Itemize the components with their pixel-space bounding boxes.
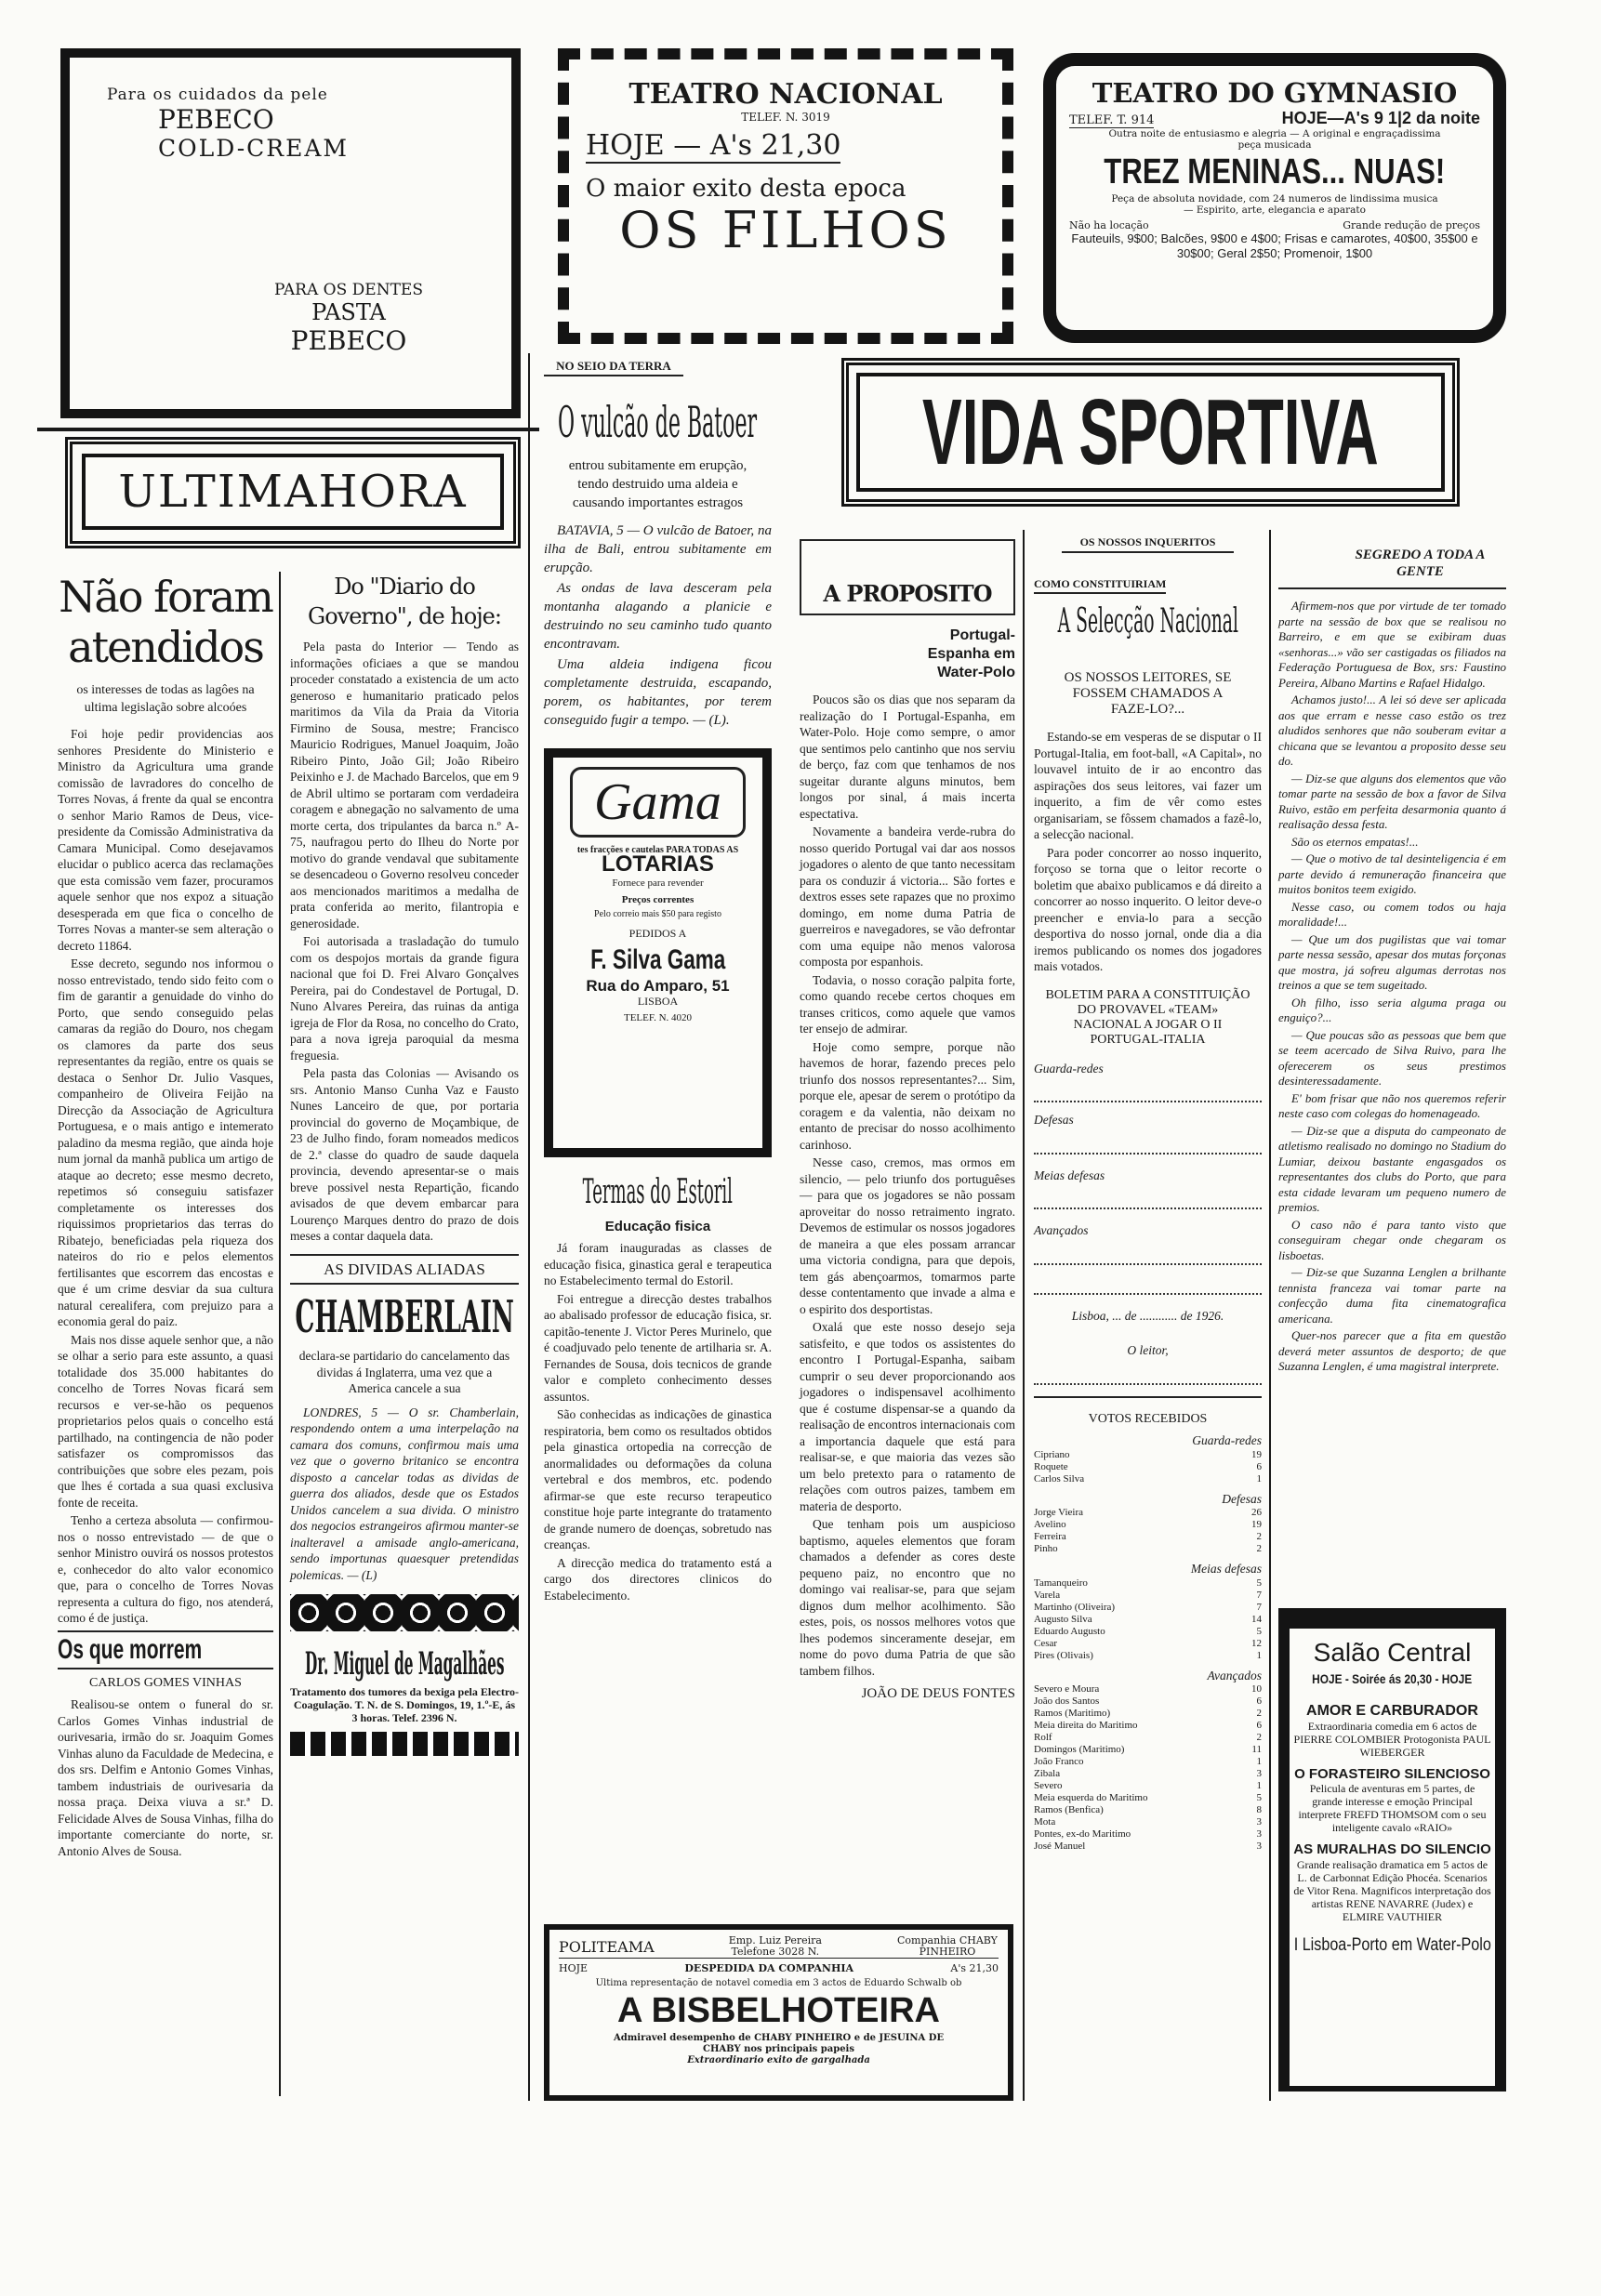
vote-row	[1034, 1519, 1262, 1531]
film-3-title: AS MURALHAS DO SILENCIO	[1293, 1841, 1491, 1857]
paragraph: São conhecidas as indicações de ginastica respiratoria, bem como os resultados obtidos pela ginastica ortopedia na correcção de anormalidades ou deformações da coluna vertebral e dos membros, etc. podendo afirmar-se que este recurso terapeutico constitue hoje parte integrante do tratamento de grande numero de doenças, sobretudo nas creanças.	[544, 1407, 772, 1551]
paragraph: Novamente a bandeira verde-rubra do nosso querido Portugal vai dar aos nossos jogadores o alento de que tanto necessitam para os conduzir á victoria... São fortes e dextros esses sete rapazes que no proximo domingo, em nome duma Patria de guerreiros e navegadores, se vão defrontar com uma equipe não menos valorosa composta por espanhois.	[800, 825, 1015, 969]
water-polo-headline: Portugal-Espanha em Water-Polo	[927, 627, 1015, 680]
vote-row	[1034, 1590, 1262, 1602]
nacional-play: OS FILHOS	[619, 201, 952, 259]
termas-sub: Educação fisica	[604, 1218, 711, 1234]
alcool-deck: os interesses de todas as lagôes na ultima legislação sobre alcoóes	[76, 683, 255, 715]
paragraph: Pela pasta das Colonias — Avisando os srs. Antonio Manso Cunha Vaz e Fausto Nunes Lanceiro de que, por portaria provincial do governo de Moçambique, de 23 de Julho findo, foram nomeados medicos de 2.ª classe do quadro de saude daquela provincia, devendo apresentar-se o mais breve possivel nesta Repartição, ficando avisados de que devem embarcar para Lourenço Marques dentro do prazo de dois meses a contar daquela data.	[290, 1066, 519, 1243]
paragraph: A direcção medica do tratamento está a cargo dos directores clinicos do Estabelecimento.	[544, 1555, 772, 1603]
player-name: Augusto Silva	[1034, 1613, 1092, 1625]
vote-count: 3	[1256, 1841, 1262, 1852]
politeama-farewell: DESPEDIDA DA COMPANHIA	[684, 1962, 854, 1974]
field-guarda-redes[interactable]	[1034, 1082, 1262, 1102]
inqueritos-sub: COMO CONSTITUIRIAM	[1034, 576, 1166, 595]
nacional-title: TEATRO NACIONAL	[628, 78, 943, 111]
vote-row	[1034, 1650, 1262, 1662]
termas-headline: Termas do Estoril	[582, 1172, 734, 1211]
vote-count: 2	[1256, 1531, 1262, 1542]
salao-central-ad	[1278, 1608, 1506, 2091]
pebeco-dentes: PARA OS DENTES	[274, 281, 423, 299]
player-name: Zibala	[1034, 1768, 1061, 1779]
gymnasio-hoje: HOJE—A's 9 1|2 da noite	[1281, 109, 1480, 127]
gama-logo: Gama	[570, 767, 746, 838]
selecao-headline: A Selecção Nacional	[1057, 602, 1238, 640]
politeama-cast: Admiravel desempenho de CHABY PINHEIRO e de JESUINA DE CHABY nos principais papeis	[613, 2033, 945, 2054]
film-1-desc: Extraordinaria comedia em 6 actos de PIERRE COLOMBIER Protogonista PAUL WIEBERGER	[1293, 1719, 1491, 1759]
vote-row	[1034, 1732, 1262, 1744]
vote-row	[1034, 1461, 1262, 1473]
field-defesas[interactable]	[1034, 1134, 1262, 1155]
player-name: Domingos (Maritimo)	[1034, 1744, 1125, 1755]
vote-count: 7	[1256, 1589, 1262, 1601]
vote-row	[1034, 1531, 1262, 1543]
politeama-company: Companhia CHABY PINHEIRO	[897, 1934, 998, 1958]
vote-row	[1034, 1638, 1262, 1650]
column-rule	[1023, 530, 1025, 2101]
player-name: Tamanqueiro	[1034, 1577, 1088, 1589]
paragraph: — Diz-se que a disputa do campeonato de atletismo realisado no domingo no Stadium do Lumiar, deixou bastante engasgados os representantes dos clubs do Porto, que para esta cidade levaram um pequeno numero de premios.	[1278, 1123, 1506, 1214]
gama-tel: TELEF. N. 4020	[623, 1011, 693, 1023]
paragraph: O caso não é para tanto visto que conseguiram chegar onde chegaram os lisboetas.	[1278, 1217, 1506, 1262]
paragraph: E' bom frisar que não nos queremos referir neste caso com colegas do homenageado.	[1278, 1090, 1506, 1120]
paragraph: Já foram inauguradas as classes de educação fisica, ginastica geral e terapeutica no Estabelecimento termal do Estoril.	[544, 1241, 772, 1287]
column-diario-governo	[290, 572, 519, 1756]
vote-row	[1034, 1577, 1262, 1590]
field-avancados-2[interactable]	[1034, 1274, 1262, 1295]
top-divider	[37, 428, 539, 431]
vote-row	[1034, 1449, 1262, 1461]
paragraph: Foi hoje pedir providencias aos senhores Presidente do Ministerio e Ministro da Agricultura uma grande comissão de lavradores do concelho de Torres Novas, á frente da qual se encontra o senhor Mario Ramos de Deus, vice-presidente da Comissão Administrativa da Camara Municipal. Como desejavamos elucidar o publico acerca das reclamações que esta comissão vem fazer, procuramos aquele senhor que nos expoz a situação desesperada em que fica o concelho de Torres Novas a manter-se sem alteração o decreto 11864.	[58, 727, 273, 953]
player-name: Meia esquerda do Maritimo	[1034, 1792, 1148, 1803]
paragraph: Tenho a certeza absoluta — confirmou-nos o nosso entrevistado — de que o senhor Ministro ouvirá os nossos protestos e, conhecedor do alto valor economico que, para o concelho de Torres Novas representa a cultura do figo, nos atenderá, como é de justiça.	[58, 1513, 273, 1625]
player-name: Pires (Olivais)	[1034, 1649, 1093, 1661]
player-name: Avelino	[1034, 1519, 1066, 1530]
doctor-text: Tratamento dos tumores da bexiga pela Electro-Coagulação. T. N. de S. Domingos, 19, 1.º-E, ás 3 horas. Telef. 2396 N.	[290, 1685, 519, 1724]
paragraph: Uma aldeia indigena ficou completamente destruida, escapando, porem, os habitantes, por terem conseguido fugir a tempo. — (L).	[544, 656, 772, 728]
gymnasio-no-locacao: Não ha locação	[1069, 219, 1149, 231]
vote-row	[1034, 1614, 1262, 1626]
bulletin-date: Lisboa, ... de ............ de 1926.	[1071, 1308, 1224, 1323]
gama-lottery-ad	[544, 748, 772, 1157]
salao-title: Salão Central	[1313, 1638, 1472, 1667]
gama-correio: Pelo correio mais $50 para registo	[594, 909, 721, 919]
vote-count: 19	[1251, 1519, 1262, 1530]
vote-count: 5	[1256, 1577, 1262, 1589]
nacional-sub: O maior exito desta epoca	[586, 175, 906, 203]
vote-row	[1034, 1626, 1262, 1638]
paragraph: São os eternos empatas!...	[1291, 834, 1419, 849]
alcool-headline: Não foram atendidos	[59, 572, 272, 672]
obituary-text: Realisou-se ontem o funeral do sr. Carlos Gomes Vinhas industrial de ourivesaria, irmão do sr. Joaquim Gomes Vinhas aluno da Faculdade de Medecina, e dos srs. Delfim e Antonio Gomes Vinhas, tambem industriais de ourivesaria da nossa praça. Deixa viuva a sr.ª D. Felicidade Alves de Sousa Vinhas, filha do importante comerciante do norte, sr. Antonio Alves de Sousa.	[58, 1697, 273, 1858]
vote-count: 5	[1256, 1792, 1262, 1803]
gama-revender: Fornece para revender	[612, 877, 704, 889]
gymnasio-title: TEATRO DO GYMNASIO	[1092, 77, 1458, 109]
gama-name: F. Silva Gama	[589, 943, 726, 975]
paragraph: Poucos são os dias que nos separam da realização do I Portugal-Espanha, em Water-Polo. Hoje como sempre, o amor que sentimos pelo cantinho que nos serviu de berço, faz com que tenhamos de nos sugeitar durante alguns minutos, bem longos por sinal, á mais incerta espectativa.	[800, 693, 1015, 821]
politeama-name: POLITEAMA	[559, 1937, 655, 1956]
player-name: Severo e Moura	[1034, 1683, 1100, 1695]
votes-position: Meias defesas	[1190, 1562, 1262, 1576]
column-a-proposito	[800, 539, 1015, 1703]
vulcao-headline: O vulcão de Batoer	[558, 396, 758, 447]
vote-row	[1034, 1768, 1262, 1780]
player-name: Cesar	[1034, 1637, 1058, 1649]
vote-count: 19	[1251, 1448, 1262, 1460]
vote-row	[1034, 1804, 1262, 1816]
vote-row	[1034, 1543, 1262, 1555]
paragraph: — Que poucas são as pessoas que bem que se teem acercado de Silva Ruivo, para lhe oferecerem os seus prestimos desinteressadamente.	[1278, 1027, 1506, 1088]
film-2-title: O FORASTEIRO SILENCIOSO	[1294, 1765, 1490, 1782]
film-4-title: I Lisboa-Porto em Water-Polo	[1293, 1934, 1491, 1955]
salao-hoje: HOJE - Soirée ás 20,30 - HOJE	[1312, 1671, 1473, 1687]
bulletin-title: BOLETIM PARA A CONSTITUIÇÃO DO PROVAVEL «TEAM» NACIONAL A JOGAR O II PORTUGAL-ITALIA	[1045, 987, 1250, 1047]
vote-row	[1034, 1602, 1262, 1614]
field-meias-defesas[interactable]	[1034, 1189, 1262, 1209]
vote-count: 3	[1256, 1816, 1262, 1828]
vote-row	[1034, 1473, 1262, 1485]
dividas-kicker: AS DIVIDAS ALIADAS	[290, 1254, 519, 1286]
vote-row	[1034, 1756, 1262, 1768]
politeama-emp: Emp. Luiz Pereira	[728, 1934, 822, 1946]
vulcao-kicker: NO SEIO DA TERRA	[544, 358, 683, 376]
paragraph: Foi entregue a direcção destes trabalhos ao abalisado professor de educação fisica, sr. capitão-tenente J. Victor Peres Murinelo, que é coadjuvado pelo tenente de artilharia sr. A. Fernandes de Sousa, dois tecnicos de grande valor e completo conhecimento desses assuntos.	[544, 1291, 772, 1404]
player-name: João dos Santos	[1034, 1696, 1100, 1707]
diario-headline: Do "Diario do Governo", de hoje:	[308, 574, 501, 629]
chamberlain-deck: declara-se partidario do cancelamento das dividas á Inglaterra, uma vez que a America cancele a sua	[298, 1349, 510, 1395]
pebeco-tagline: Para os cuidados da pele	[107, 86, 328, 104]
vulcao-deck: entrou subitamente em erupção, tendo destruido uma aldeia e causando importantes estragos	[568, 457, 748, 510]
player-name: José Manuel	[1034, 1841, 1086, 1852]
vote-row	[1034, 1507, 1262, 1519]
column-inqueritos	[1034, 534, 1262, 1853]
vote-count: 2	[1256, 1732, 1262, 1743]
vote-count: 11	[1251, 1744, 1262, 1755]
vote-row	[1034, 1828, 1262, 1841]
paragraph: Afirmem-nos que por virtude de ter tomado parte na sessão de box que se realisou no Barreiro, e em que se exibiram duas «senhoras...» vão ser castigadas os filiados na Federação Portuguesa de Box, srs: Faustino Pereira, Albano Martins e Rafael Hidalgo.	[1278, 599, 1506, 690]
vote-count: 6	[1256, 1696, 1262, 1707]
paragraph: Foi autorisada a trasladação do tumulo com os despojos mortais da grande figura nacional que foi D. Frei Alvaro Gonçalves Pereira, pai do Condestavel de Portugal, D. Nuno Alvares Pereira, das ruinas da antiga igreja de Flor da Rosa, no concelho do Crato, para a nova igreja paroquial da mesma freguesia.	[290, 934, 519, 1062]
ornament-divider	[290, 1594, 519, 1631]
politeama-line: Ultima representação de notavel comedia em 3 actos de Eduardo Schwalb ob	[595, 1978, 962, 1988]
chamberlain-text: LONDRES, 5 — O sr. Chamberlain, respondendo ontem a uma interpelação na camara dos comuns, confirmou mais uma vez que o governo britanico se encontra disposto a cancelar todas as dividas de guerra dos aliados, desde que os Estados Unidos cancelem a sua divida. O ministro dos negocios estrangeiros afirmou manter-se inalteravel a amisade anglo-americana, sendo importunas quaesquer pretendidas polemicas. — (L)	[290, 1405, 519, 1582]
field-label: Defesas	[1034, 1113, 1074, 1127]
vote-count: 1	[1256, 1780, 1262, 1791]
inqueritos-kicker: OS NOSSOS INQUERITOS	[1062, 534, 1234, 553]
gymnasio-intro: Outra noite de entusiasmo e alegria — A original e engraçadissima peça musicada	[1108, 128, 1441, 151]
vote-count: 14	[1251, 1613, 1262, 1625]
pebeco-ad	[60, 48, 521, 418]
paragraph: Oxalá que este nosso desejo seja satisfeito, e que todos os assistentes do encontro I Portugal-Espanha, saibam cumprir o seu dever proporcionando aos jogadores o indispensavel acolhimento que é costume dispensar-se a quando da realisação de encontros internacionais com a importancia daquele que está para realisar-se, e que maioria das vezes são um belo pretexto para o ratamento de relações com outros paizes, tambem em materia de desporto.	[800, 1320, 1015, 1513]
gymnasio-tel: TELEF. T. 914	[1069, 113, 1155, 127]
ultima-hora-banner	[65, 437, 521, 548]
paragraph: Pela pasta do Interior — Tendo as informações oficiaes a que se mandou proceder constatado a existencia de um acto generoso e humanitario praticado pelos maritimos da Vila da Praia da Vitoria Firmino de Sousa, mestre; Francisco Mauricio Rodrigues, Manuel Joaquim, João Ribeiro Pinto, João Gil; João Ribeiro Peixinho e J. de Machado Barcelos, que em 9 de Abril ultimo se portaram com verdadeira coragem e abnegação no salvamento de uma morte certa, dos tripulantes da barca n.º A-75, naufragou perto do Ilheu do Norte por motivo do grande vendaval que subitamente se desencadeou o Governo resolveu conceder aos mencionados maritimos a medalha de prata conferida ao merito, filantropia e generosidade.	[290, 640, 519, 930]
vote-count: 8	[1256, 1804, 1262, 1815]
obituary-title: Os que morrem	[58, 1633, 203, 1665]
column-rule	[528, 353, 530, 2101]
politeama-success: Extraordinario exito de gargalhada	[687, 2055, 870, 2065]
paragraph: Nesse caso, cremos, mas ormos em silencio, — pelo triunfo dos portuguêses — para que os jogadores se não possam aproveitar do nosso retraimento ingrato. Devemos de estimular os nossos jogadores de maneira a que eles possam arrancar uma victoria condigna, para que depois, tem gás abençoarmos, tomarmos parte desse contentamento que invade a alma e o espirito dos desportistas.	[800, 1155, 1015, 1316]
player-name: Ramos (Maritimo)	[1034, 1708, 1111, 1719]
paragraph: Estando-se em vesperas de se disputar o II Portugal-Italia, em foot-ball, «A Capital», no louvavel intuito de ir ao encontro das aspirações dos seus leitores, vai fazer um inquerito, a fim de vêr como estes organisariam, se fôssem chamados a fazê-lo, a selecção nacional.	[1034, 730, 1262, 841]
teatro-nacional-ad	[558, 48, 1013, 344]
gama-address: Rua do Amparo, 51	[586, 976, 730, 995]
vote-count: 7	[1256, 1601, 1262, 1613]
doctor-name: Dr. Miguel de Magalhães	[304, 1645, 505, 1682]
gymnasio-reducao: Grande redução de preços	[1343, 219, 1480, 231]
nacional-hoje: HOJE — A's 21,30	[586, 129, 841, 162]
gymnasio-desc: Peça de absoluta novidade, com 24 numeros de lindissima musica — Espirito, arte, elegancia e aparato	[1111, 193, 1438, 216]
column-segredo	[1278, 539, 1506, 1955]
player-name: Pinho	[1034, 1543, 1058, 1554]
paragraph: — Que um dos pugilistas que vai tomar parte nessa sessão, apesar dos mutas forçonas que mostra, já sofreu algumas derrotas nos treinos a que se tem sugeitado.	[1278, 931, 1506, 992]
player-name: Ramos (Benfica)	[1034, 1804, 1104, 1815]
paragraph: Quer-nos parecer que a fita em questão deverá meter assuntos de desporto; de que Suzanna Lenglen, é uma magistral interprete.	[1278, 1328, 1506, 1373]
gama-fractions: tes fracções e cautelas PARA TODAS AS	[576, 844, 739, 855]
vote-row	[1034, 1780, 1262, 1792]
player-name: Severo	[1034, 1780, 1063, 1791]
field-label: Guarda-redes	[1034, 1061, 1104, 1075]
column-vulcao	[544, 358, 772, 1605]
player-name: Rolf	[1034, 1732, 1052, 1743]
field-reader-name[interactable]	[1034, 1365, 1262, 1385]
vote-row	[1034, 1841, 1262, 1853]
vote-count: 1	[1256, 1472, 1262, 1484]
film-3-desc: Grande realisação dramatica em 5 actos de L. de Carbonnat Edição Phocéa. Scenarios de Vitor Rena. Magnificos interpretação dos artistas RENE NAVARRE (Judex) e ELMIRE VAUTHIER	[1293, 1857, 1491, 1923]
player-name: Meia direita do Maritimo	[1034, 1720, 1138, 1731]
teatro-gymnasio-ad	[1043, 53, 1506, 343]
vote-row	[1034, 1792, 1262, 1804]
vote-count: 6	[1256, 1720, 1262, 1731]
paragraph: Para poder concorrer ao nosso inquerito, forçoso se torna que o leitor recorte o boletim que abaixo publicamos e dá direito a concorrer ao nosso inquerito. O leitor deve-o preencher e envia-lo para a secção desportiva do nosso jornal, onde dia a dia iremos publicando os nomes dos jogadores mais votados.	[1034, 845, 1262, 973]
votes-table	[1034, 1432, 1262, 1853]
player-name: Pontes, ex-do Maritimo	[1034, 1828, 1131, 1840]
vote-row	[1034, 1720, 1262, 1732]
author: JOÃO DE DEUS FONTES	[861, 1686, 1015, 1701]
paragraph: Oh filho, isso seria alguma praga ou enguiço?...	[1278, 995, 1506, 1024]
paragraph: Nesse caso, ou comem todos ou haja moralidade!...	[1278, 899, 1506, 929]
gama-lotarias: LOTARIAS	[602, 851, 714, 877]
gymnasio-prices: Fauteuils, 9$00; Balcões, 9$00 e 4$00; Frisas e camarotes, 40$00, 35$00 e 30$00; Geral 2$50; Promenoir, 1$00	[1071, 231, 1478, 260]
pebeco-brand-2: PEBECO	[290, 325, 407, 356]
pebeco-product: COLD-CREAM	[158, 135, 350, 162]
obituary-name: CARLOS GOMES VINHAS	[89, 1675, 242, 1690]
paragraph: — Diz-se que alguns dos elementos que vão tomar parte na sessão de box a favor de Silva Ruivo, estão em perfeita desarmonia quanto á realisação dessa festa.	[1278, 771, 1506, 831]
player-name: Roquete	[1034, 1460, 1068, 1472]
column-alcool	[58, 572, 273, 1861]
inqueritos-question: OS NOSSOS LEITORES, SE FOSSEM CHAMADOS A FAZE-LO?...	[1064, 670, 1232, 717]
player-name: Cipriano	[1034, 1448, 1070, 1460]
pebeco-pasta: PASTA	[311, 299, 386, 325]
vote-row	[1034, 1708, 1262, 1720]
vote-row	[1034, 1816, 1262, 1828]
votes-position: Defesas	[1222, 1491, 1262, 1506]
vote-row	[1034, 1683, 1262, 1696]
player-name: Ferreira	[1034, 1531, 1066, 1542]
vote-count: 6	[1256, 1460, 1262, 1472]
paragraph: Esse decreto, segundo nos informou o nosso entrevistado, tendo sido feito com o fim de garantir a genuidade do vinho do Porto, que sendo conseguido pelas camaras da região do Douro, nos chegam os clamores da parte dos seus representantes da região, entre os quais se destaca o Senhor Dr. Julio Vasques, companheiro de Oliveira Feijão na Direcção da Associação de Agricultura Portuguesa, e o mais antigo e intemerato paladino da mesma região, que ainda hoje num jornal da manhã publica um artigo de ataque ao decreto; esse mesmo decreto, repetimos só conseguiu satisfazer completamente os interesses dos riquissimos proprietarios das terras do Ribatejo, beneficiadas pela riqueza dos nateiros do rio e pelos elementos fertilisantes que escorrem das encostas e que é um crime desviar da sua cultura natural cerealifera, com prejuizo para a economia geral do paiz.	[58, 957, 273, 1328]
paragraph: Todavia, o nosso coração palpita forte, como quando recebe certos choques em transes criticos, como aquele que vamos ter ensejo de admirar.	[800, 972, 1015, 1036]
gama-precos: Preços correntes	[621, 893, 695, 905]
politeama-tel: Telefone 3028 N.	[731, 1946, 820, 1958]
vida-sportiva-title: VIDA SPORTIVA	[922, 380, 1379, 484]
paragraph: BATAVIA, 5 — O vulcão de Batoer, na ilha de Bali, entrou subitamente em erupção.	[544, 522, 772, 575]
vote-count: 5	[1256, 1625, 1262, 1637]
player-name: Carlos Silva	[1034, 1472, 1085, 1484]
bulletin-reader: O leitor,	[1127, 1343, 1169, 1357]
player-name: Martinho (Oliveira)	[1034, 1601, 1116, 1613]
vote-count: 10	[1251, 1683, 1262, 1695]
paragraph: Hoje como sempre, porque não havemos de horar, fazendo preces pelo triunfo dos nossos representantes?... Sim, porque ele, apesar de serem o protótipo da coragem e da valentia, não deixam no entanto de precisar do nosso acolhimento carinhoso.	[800, 1039, 1015, 1152]
field-label: Avançados	[1034, 1223, 1089, 1237]
paragraph: Achamos justo!... A lei só deve ser aplicada aos que erram e nesse caso estão os trez aludidos senhores que não souberam evitar a chicana que se levantou a proposito desse seu do.	[1278, 693, 1506, 768]
pebeco-brand: PEBECO	[158, 104, 274, 135]
gama-city: LISBOA	[637, 995, 679, 1008]
vote-count: 12	[1251, 1637, 1262, 1649]
player-name: Varela	[1034, 1589, 1061, 1601]
paragraph: Mais nos disse aquele senhor que, a não se olhar a serio para este assunto, a quasi totalidade dos 35.000 habitantes do concelho de Torres Novas ficará sem recursos e ver-se-hão os pequenos proprietarios pelos quais o concelho está partilhado, na contingencia de não poder satisfazer os compromissos das contribuições que sobre eles pezam, pois que lhes é cortada a sua quasi exclusiva fonte de receita.	[58, 1332, 273, 1510]
vote-count: 2	[1256, 1543, 1262, 1554]
vote-count: 3	[1256, 1768, 1262, 1779]
vote-row	[1034, 1744, 1262, 1756]
bulletin-form	[1034, 1061, 1262, 1385]
vote-row	[1034, 1696, 1262, 1708]
field-avancados[interactable]	[1034, 1245, 1262, 1265]
vote-count: 2	[1256, 1708, 1262, 1719]
field-label: Meias defesas	[1034, 1168, 1105, 1182]
chamberlain-headline: CHAMBERLAIN	[295, 1291, 514, 1343]
vote-count: 3	[1256, 1828, 1262, 1840]
gama-pedidos: PEDIDOS A	[628, 927, 687, 940]
politeama-ad	[544, 1924, 1013, 2101]
a-proposito-logo: A PROPOSITO	[800, 539, 1015, 615]
votes-position: Guarda-redes	[1192, 1433, 1262, 1447]
politeama-play: A BISBELHOTEIRA	[617, 1991, 940, 2030]
segredo-logo: SEGREDO A TODA A GENTE	[1278, 539, 1506, 589]
segredo-text	[1278, 599, 1506, 1375]
paragraph: Que tenham pois um auspicioso baptismo, aqueles elementos que foram chamados a defender as cores deste pequeno paiz, no encontro que no domingo vai realisar-se, para que sejam dignos dum melhor acolhimento. São estes, pois, os nossos melhores votos que lhes podemos sinceramente desejar, em nome do povo duma Patria de que são tambem filhos.	[800, 1517, 1015, 1678]
vida-sportiva-banner	[841, 358, 1460, 507]
film-1-title: AMOR E CARBURADOR	[1306, 1703, 1478, 1719]
votes-title: VOTOS RECEBIDOS	[1034, 1396, 1262, 1428]
nacional-tel: TELEF. N. 3019	[741, 111, 830, 124]
player-name: João Franco	[1034, 1756, 1084, 1767]
vote-count: 1	[1256, 1649, 1262, 1661]
politeama-hoje: HOJE	[559, 1962, 589, 1974]
player-name: Eduardo Augusto	[1034, 1625, 1105, 1637]
column-rule	[1269, 530, 1271, 2101]
vote-count: 1	[1256, 1756, 1262, 1767]
paragraph: — Diz-se que Suzanna Lenglen a brilhante tennista franceza vai tomar parte na confecção duma fita cinematografica americana.	[1278, 1265, 1506, 1326]
player-name: Jorge Vieira	[1034, 1507, 1084, 1518]
politeama-time: A's 21,30	[950, 1962, 999, 1974]
player-name: Mota	[1034, 1816, 1056, 1828]
gymnasio-play: TREZ MENINAS... NUAS!	[1104, 152, 1446, 191]
vote-count: 26	[1251, 1507, 1262, 1518]
film-2-desc: Pelicula de aventuras em 5 partes, de grande interesse e emoção Principal interprete FREFD THOMSOM com o seu inteligente cavalo «RAIO»	[1298, 1782, 1487, 1834]
paragraph: — Que o motivo de tal desinteligencia é em parte devido á remuneração financeira que muitos bonitos teem exigido.	[1278, 851, 1506, 896]
column-rule	[279, 572, 281, 2096]
paragraph: As ondas de lava desceram pela montanha alagando a planicie e destruindo no seu caminho tudo quanto encontravam.	[544, 580, 772, 652]
ultima-hora-title: ULTIMAHORA	[118, 466, 468, 518]
votes-position: Avançados	[1207, 1668, 1262, 1682]
ornament-divider	[290, 1732, 519, 1756]
